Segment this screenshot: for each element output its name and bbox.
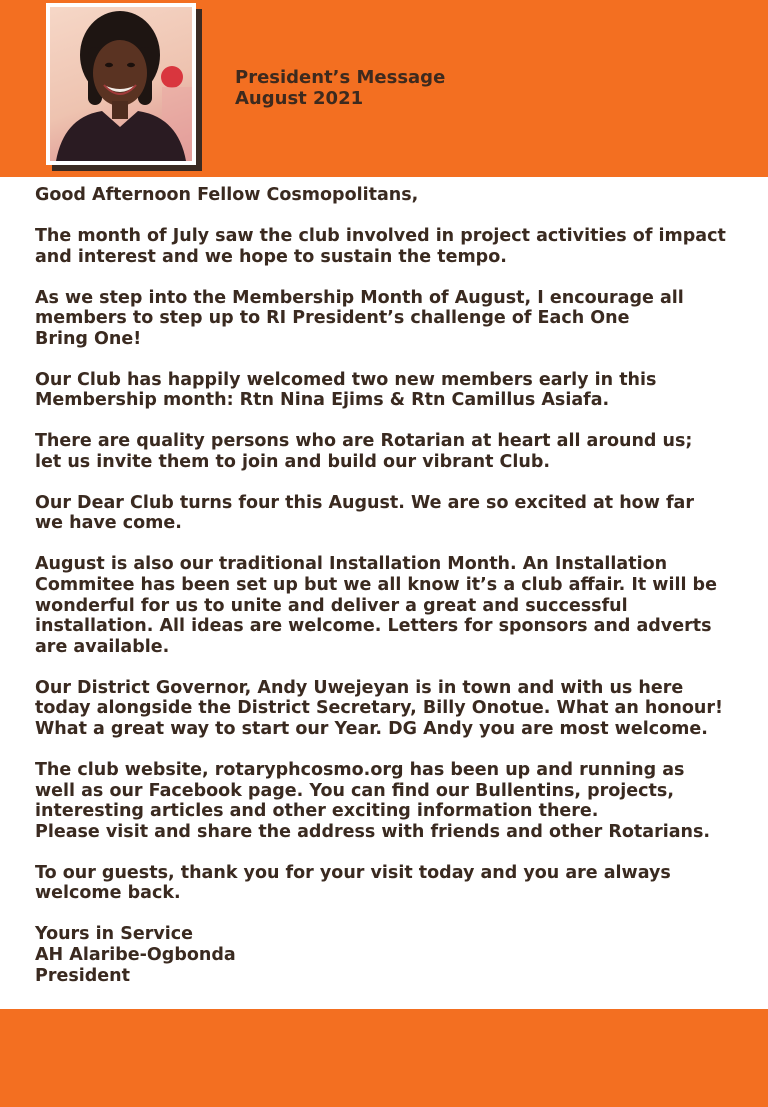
paragraph-line: The club website, rotaryphcosmo.org has been up and running as — [35, 760, 685, 780]
paragraph-installation — [35, 554, 745, 657]
paragraph-website — [35, 760, 745, 842]
paragraph-line: Membership month: Rtn Nina Ejims & Rtn Camillus Asiafa. — [35, 390, 610, 411]
paragraph-line: interesting articles and other exciting information there. — [35, 801, 599, 822]
paragraph-guests — [35, 863, 745, 904]
greeting — [35, 185, 745, 206]
greeting-text: Good Afternoon Fellow Cosmopolitans, — [35, 185, 419, 205]
paragraph-line: Our Dear Club turns four this August. We are so excited at how far — [35, 492, 695, 513]
paragraph-invite — [35, 431, 745, 472]
paragraph-line: Please visit and share the address with friends and other Rotarians. — [35, 821, 711, 842]
paragraph-line: we have come. — [35, 513, 182, 534]
paragraph-line: wonderful for us to unite and deliver a great and successful — [35, 595, 628, 616]
paragraph-line: Bring One! — [35, 328, 142, 349]
paragraph-line: installation. All ideas are welcome. Letters for sponsors and adverts — [35, 616, 712, 637]
paragraph-line: To our guests, thank you for your visit today and you are always — [35, 862, 671, 883]
paragraph-anniversary — [35, 493, 745, 534]
paragraph-line: August is also our traditional Installation Month. An Installation — [35, 554, 668, 575]
paragraph-line: Our Club has happily welcomed two new members early in this — [35, 369, 657, 390]
paragraph-line: The month of July saw the club involved in project activities of impact — [35, 225, 726, 246]
paragraph-membership-month — [35, 288, 745, 350]
paragraph-line: There are quality persons who are Rotarian at heart all around us; — [35, 431, 693, 452]
title-line-1: President’s Message — [235, 67, 446, 88]
paragraph-july — [35, 226, 745, 267]
portrait-illustration — [50, 7, 192, 161]
letter-body — [35, 185, 745, 986]
paragraph-line: Commitee has been set up but we all know it’s a club affair. It will be — [35, 575, 717, 596]
paragraph-line: welcome back. — [35, 883, 181, 904]
president-photo — [50, 7, 192, 161]
signer-name: AH Alaribe-Ogbonda — [35, 944, 236, 965]
paragraph-new-members — [35, 370, 745, 411]
paragraph-line: are available. — [35, 636, 170, 657]
paragraph-line: As we step into the Membership Month of August, I encourage all — [35, 287, 684, 308]
paragraph-line: well as our Facebook page. You can find our Bullentins, projects, — [35, 780, 674, 801]
footer-band — [0, 1009, 768, 1107]
president-photo-frame — [46, 3, 196, 165]
paragraph-district-governor — [35, 678, 745, 740]
paragraph-line: What a great way to start our Year. DG Andy you are most welcome. — [35, 719, 708, 740]
page-title — [235, 67, 445, 109]
paragraph-line: members to step up to RI President’s challenge of Each One — [35, 308, 630, 329]
paragraph-line: and interest and we hope to sustain the tempo. — [35, 246, 507, 267]
title-line-2: August 2021 — [235, 88, 364, 109]
paragraph-line: today alongside the District Secretary, Billy Onotue. What an honour! — [35, 698, 723, 719]
signer-title: President — [35, 965, 130, 986]
closing: Yours in Service — [35, 924, 193, 945]
paragraph-line: let us invite them to join and build our vibrant Club. — [35, 451, 551, 472]
paragraph-line: Our District Governor, Andy Uwejeyan is in town and with us here — [35, 677, 684, 698]
signature-block — [35, 924, 745, 986]
